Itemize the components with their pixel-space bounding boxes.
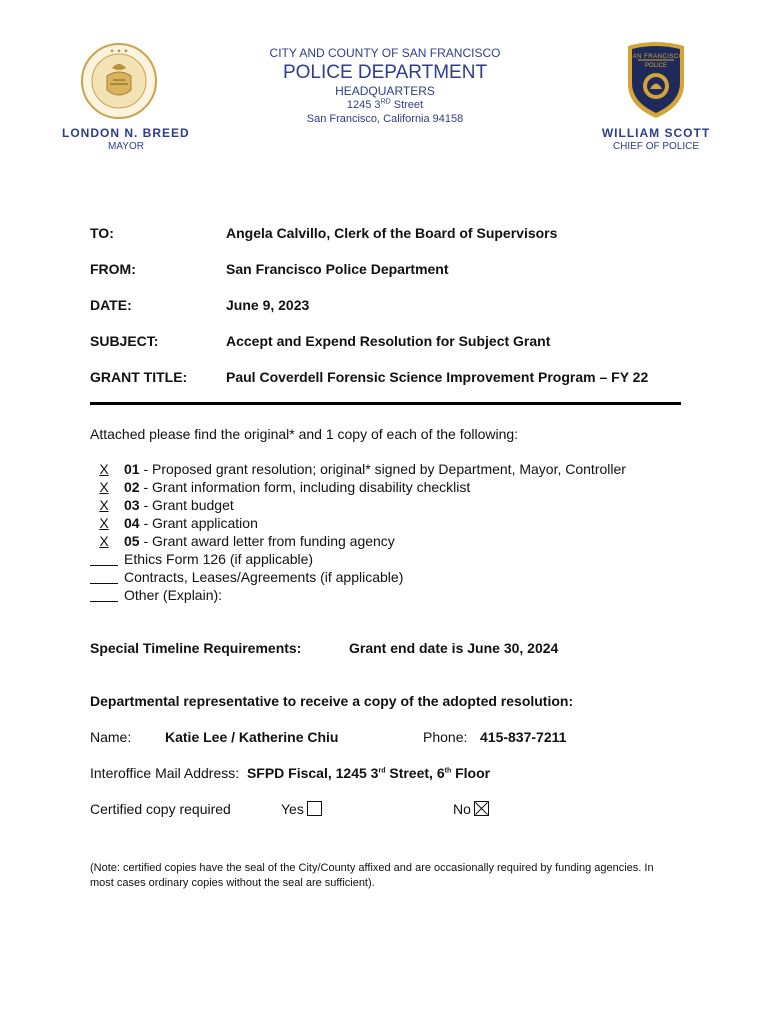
mail-address <box>90 765 490 781</box>
check-item-text: - Grant budget <box>139 497 234 513</box>
timeline-label: Special Timeline Requirements: <box>90 640 302 656</box>
letterhead-hq: HEADQUARTERS <box>335 84 435 98</box>
grant-title-label: GRANT TITLE: <box>90 369 188 385</box>
check-item-text: - Proposed grant resolution; original* signed by Department, Mayor, Controller <box>139 461 626 477</box>
rep-heading: Departmental representative to receive a copy of the adopted resolution: <box>90 693 574 709</box>
check-item-num: 02 <box>124 479 140 495</box>
footnote: (Note: certified copies have the seal of the City/County affixed and are occasionally required by funding agencies. In most cases ordinary copies without the seal are sufficient). <box>90 862 654 889</box>
check-item-num: 04 <box>124 515 140 531</box>
mayor-title: MAYOR <box>108 141 144 152</box>
letterhead-department: POLICE DEPARTMENT <box>282 62 488 83</box>
check-item-num: 01 <box>124 461 140 477</box>
chief-title: CHIEF OF POLICE <box>612 141 700 152</box>
street-name: Street <box>390 99 424 111</box>
mayor-name: LONDON N. BREED <box>62 126 190 140</box>
subject-label: SUBJECT: <box>90 333 159 349</box>
check-item-02 <box>124 479 470 495</box>
check-mark-04: X <box>99 515 109 531</box>
check-item-other: Other (Explain): <box>124 587 223 603</box>
badge-top-text: SAN FRANCISCO <box>628 54 684 60</box>
to-label: TO: <box>90 225 114 241</box>
letterhead-city-line: San Francisco, California 94158 <box>306 113 464 125</box>
check-mark-05: X <box>99 533 109 549</box>
from-value: San Francisco Police Department <box>226 261 449 277</box>
timeline-value: Grant end date is June 30, 2024 <box>349 640 559 656</box>
attached-intro: Attached please find the original* and 1 copy of each of the following: <box>90 426 519 442</box>
check-blank-other <box>90 587 118 602</box>
mail-label: Interoffice Mail Address: <box>90 765 240 781</box>
street-number: 1245 3 <box>346 99 381 111</box>
check-mark-02: X <box>99 479 109 495</box>
header-divider <box>90 402 681 405</box>
check-item-text: - Grant application <box>139 515 258 531</box>
check-item-num: 03 <box>124 497 140 513</box>
badge-mid-text: POLICE <box>644 63 667 69</box>
check-item-05 <box>124 533 395 549</box>
from-label: FROM: <box>90 261 136 277</box>
chief-name: WILLIAM SCOTT <box>601 126 711 140</box>
check-item-03 <box>124 497 234 513</box>
rep-phone-label: Phone: <box>423 729 468 745</box>
yes-checkbox[interactable] <box>307 801 322 816</box>
date-label: DATE: <box>90 297 132 313</box>
check-item-text: - Grant award letter from funding agency <box>139 533 395 549</box>
rep-phone-value: 415-837-7211 <box>480 729 567 745</box>
letterhead-city: CITY AND COUNTY OF SAN FRANCISCO <box>269 46 501 60</box>
no-label: No <box>453 801 471 817</box>
check-mark-03: X <box>99 497 109 513</box>
certified-yes[interactable] <box>281 801 322 817</box>
to-value: Angela Calvillo, Clerk of the Board of Supervisors <box>226 225 558 241</box>
rep-name-label: Name: <box>90 729 132 745</box>
check-blank-ethics <box>90 551 118 566</box>
check-item-text: - Grant information form, including disability checklist <box>139 479 471 495</box>
check-item-04 <box>124 515 258 531</box>
yes-label: Yes <box>281 801 304 817</box>
svg-text:✦ ✦ ✦: ✦ ✦ ✦ <box>109 48 129 55</box>
street-sup: RD <box>380 98 391 106</box>
no-checkbox[interactable] <box>474 801 489 816</box>
check-blank-contracts <box>90 569 118 584</box>
certified-no[interactable] <box>453 801 489 817</box>
subject-value: Accept and Expend Resolution for Subject Grant <box>226 333 551 349</box>
check-mark-01: X <box>99 461 109 477</box>
grant-title-value: Paul Coverdell Forensic Science Improvement Program – FY 22 <box>226 369 649 385</box>
mail-value: SFPD Fiscal, 1245 3rd Street, 6th Floor <box>246 765 491 781</box>
check-item-ethics: Ethics Form 126 (if applicable) <box>124 551 314 567</box>
check-item-01 <box>124 461 626 477</box>
letterhead-street <box>0 99 770 111</box>
check-item-contracts: Contracts, Leases/Agreements (if applicable) <box>124 569 404 585</box>
certified-label: Certified copy required <box>90 801 231 817</box>
check-item-num: 05 <box>124 533 140 549</box>
rep-name-value: Katie Lee / Katherine Chiu <box>165 729 339 745</box>
date-value: June 9, 2023 <box>226 297 310 313</box>
